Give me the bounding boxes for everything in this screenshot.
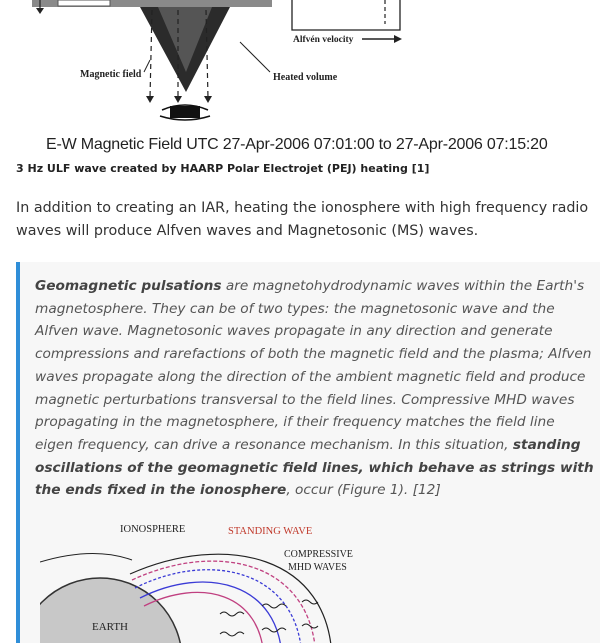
- quote-bold-phrase: standing oscillations of the geomagnetic field lines, which behave as strings with the ends fixed in the ionosphere: [35, 436, 594, 499]
- top-left-arrowhead: [36, 8, 44, 14]
- magnetic-field-label: Magnetic field: [80, 69, 142, 80]
- body-paragraph: In addition to creating an IAR, heating the ionosphere with high frequency radio waves will produce Alfven waves and Magnetosonic (MS) waves.: [16, 200, 589, 239]
- field-arrow-3: [204, 96, 212, 103]
- standing-wave-label: STANDING WAVE: [228, 526, 313, 537]
- antenna-array: [170, 106, 200, 118]
- velocity-box: [292, 0, 400, 30]
- compressive-wave-3: [262, 604, 286, 608]
- compressive-wave-2: [220, 632, 244, 636]
- alfven-arrowhead: [394, 35, 402, 43]
- heating-diagram: [0, 0, 600, 128]
- compressive-label-2: MHD WAVES: [288, 562, 347, 573]
- blockquote-text: [35, 275, 595, 502]
- heated-volume-label: Heated volume: [273, 72, 338, 83]
- compressive-wave-4: [262, 628, 286, 632]
- label-box-top: [58, 0, 110, 6]
- ionosphere-label: IONOSPHERE: [120, 524, 186, 535]
- earth-circle: [40, 578, 182, 643]
- heated-volume-pointer: [240, 42, 270, 72]
- magnetic-field-pointer: [144, 60, 150, 72]
- plot-title: E-W Magnetic Field UTC 27-Apr-2006 07:01:00 to 27-Apr-2006 07:15:20: [46, 136, 548, 153]
- field-arrow-2: [174, 96, 182, 103]
- figure-caption: 3 Hz ULF wave created by HAARP Polar Electrojet (PEJ) heating [1]: [16, 162, 430, 175]
- compressive-label-1: COMPRESSIVE: [284, 549, 353, 560]
- earth-label: EARTH: [92, 621, 129, 633]
- compressive-wave-1: [220, 612, 244, 616]
- field-arrow-1: [146, 96, 154, 103]
- quote-bold-term: Geomagnetic pulsations: [35, 278, 222, 294]
- quote-body-2: , occur (Figure 1). [12]: [286, 482, 441, 499]
- ionosphere-arc: [40, 554, 132, 563]
- alfven-velocity-label: Alfvén velocity: [293, 35, 354, 45]
- compressive-wave-6: [302, 624, 318, 628]
- blockquote: [16, 262, 600, 643]
- quote-body-1: are magnetohydrodynamic waves within the Earth's magnetosphere. They can be of two types: the magnetosonic wave and the Alfven wave. Magnetosonic waves propagate in any direction and generate compressions and rarefactions of both the magnetic field and the plasma; Alfven waves propagate along the direction of the ambient magnetic field and produce magnetic perturbations transversal to the field lines. Compressive MHD waves propagating in the magnetosphere, if their frequency matches the field line eigen frequency, can drive a resonance mechanism. In this situation,: [35, 278, 592, 453]
- standing-wave-diagram: [40, 510, 400, 643]
